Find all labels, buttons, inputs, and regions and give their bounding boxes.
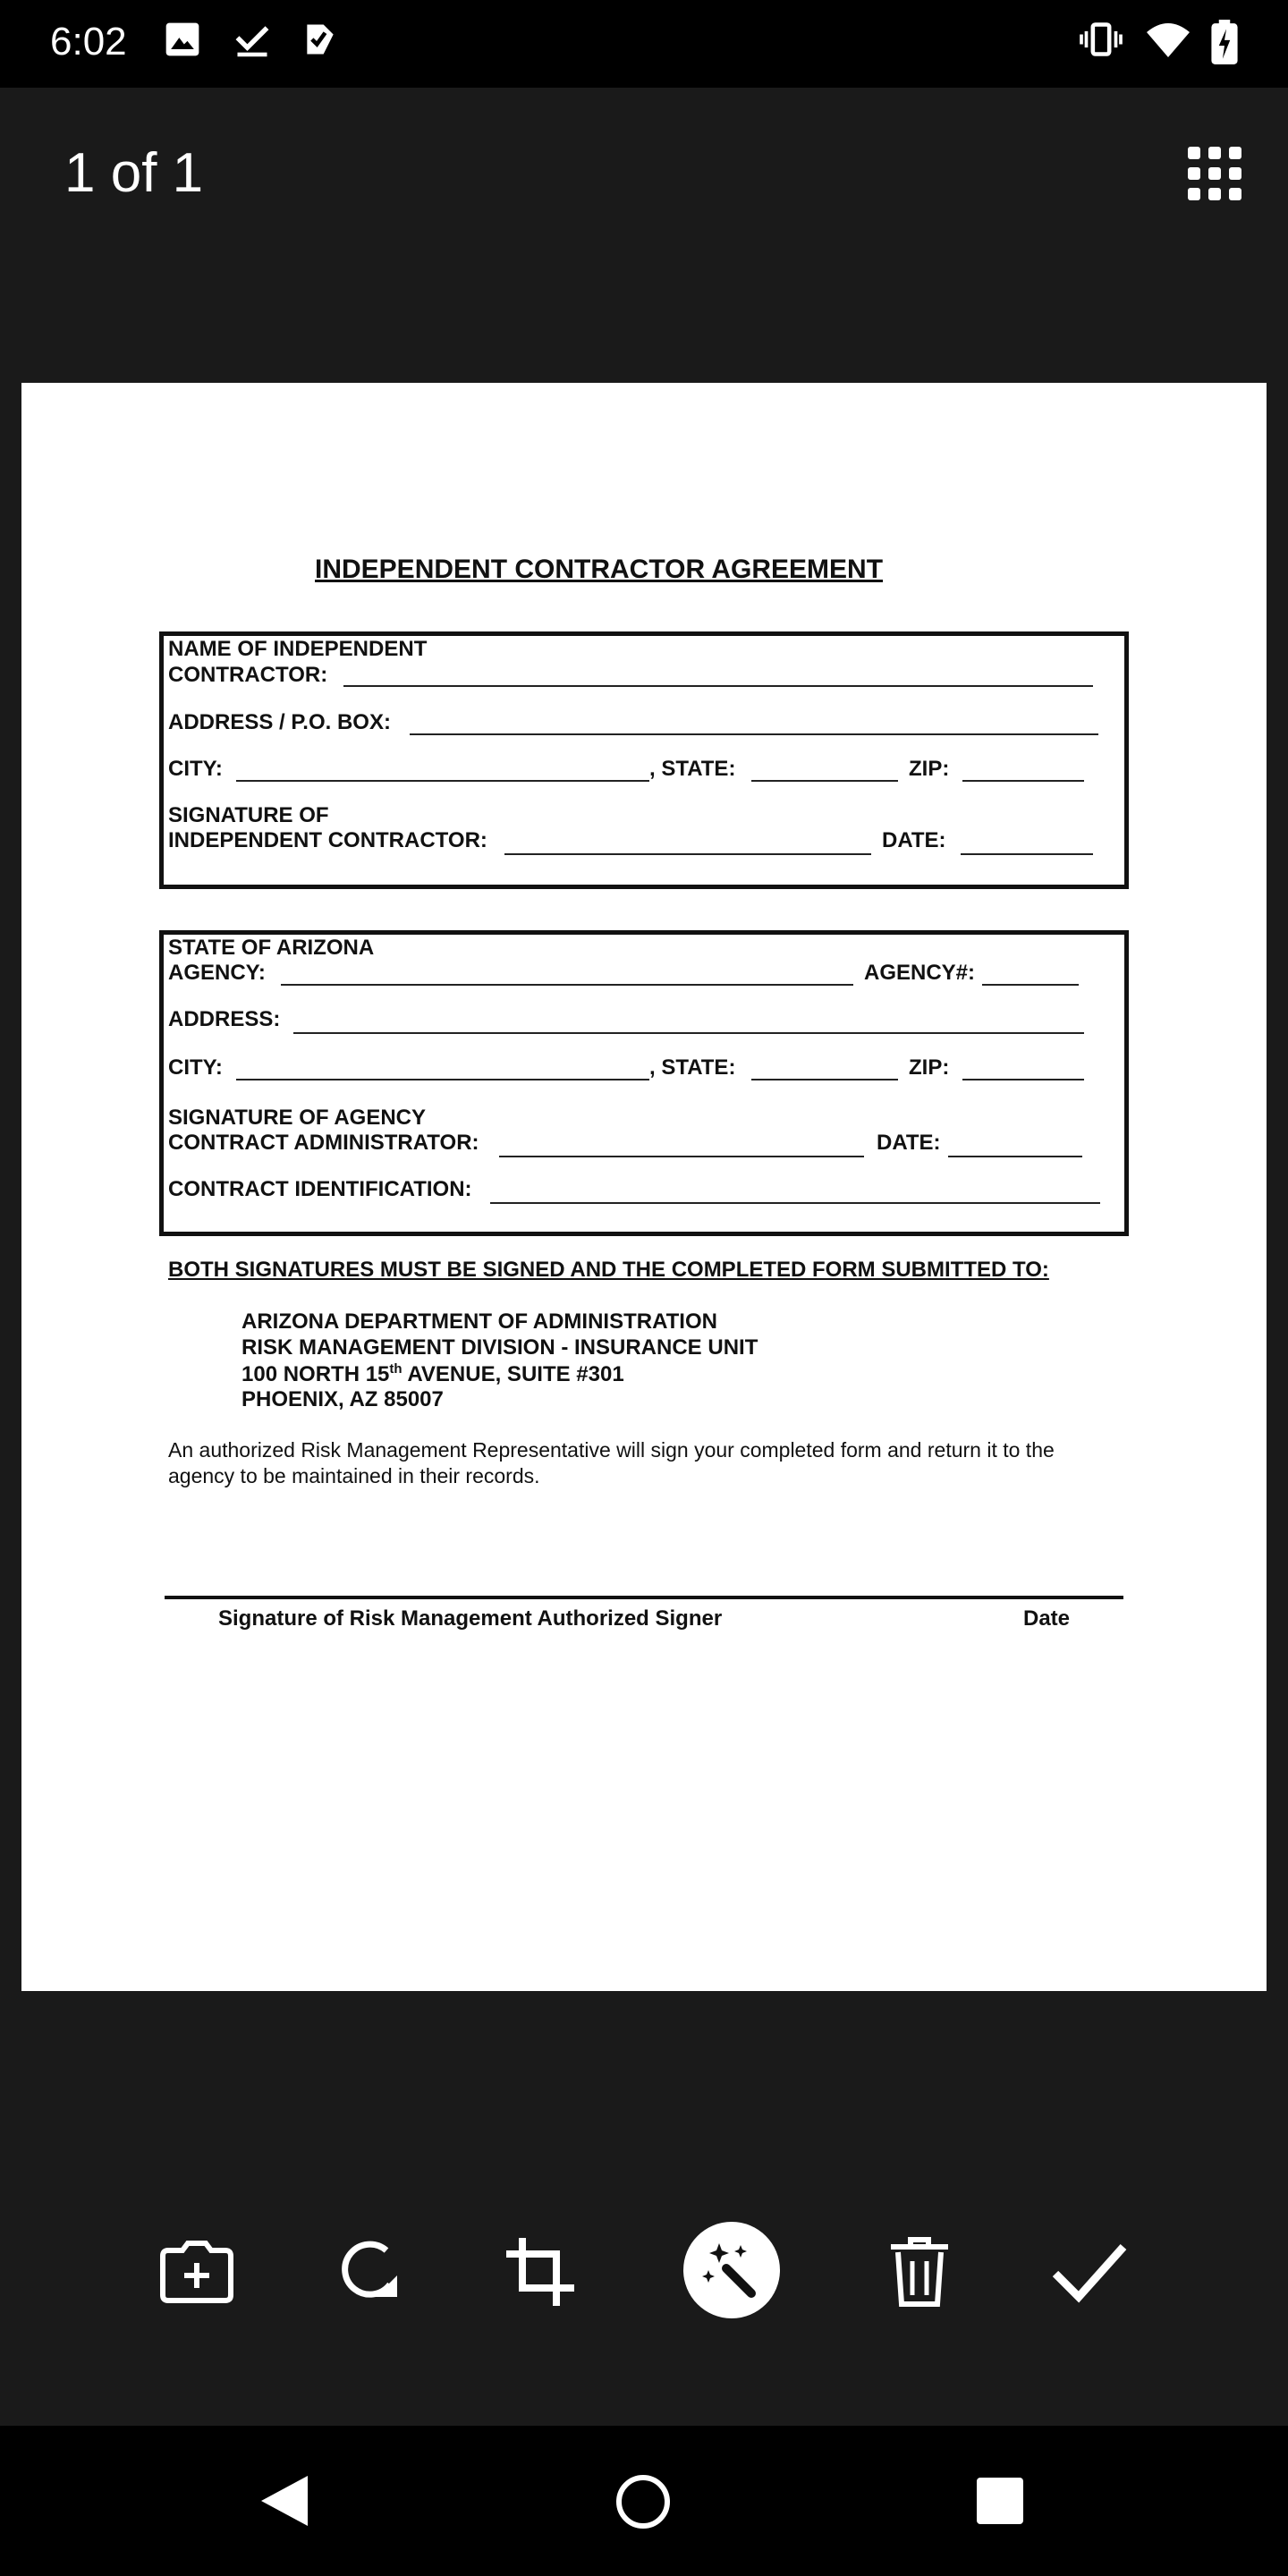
status-time: 6:02	[50, 20, 127, 64]
date-field-line	[961, 853, 1093, 855]
city-field-line	[236, 780, 649, 782]
rotate-button[interactable]	[324, 2227, 413, 2317]
agency-state-label: , STATE:	[649, 1055, 736, 1080]
agency-state-field-line	[751, 1079, 898, 1080]
grid-view-button[interactable]	[1186, 145, 1243, 202]
vibrate-icon	[1079, 20, 1125, 66]
address-street-number: 100 NORTH 15	[242, 1362, 390, 1386]
contract-id-field-line	[490, 1202, 1100, 1204]
contract-id-label: CONTRACT IDENTIFICATION:	[168, 1177, 472, 1201]
agency-field-line	[281, 984, 853, 986]
recents-icon	[975, 2476, 1025, 2526]
name-label-1: NAME OF INDEPENDENT	[168, 637, 428, 661]
address-field-line	[410, 733, 1098, 735]
address-ordinal-suffix: th	[389, 1361, 402, 1377]
wifi-icon	[1145, 20, 1191, 66]
crop-button[interactable]	[496, 2227, 585, 2317]
signature-label-2: INDEPENDENT CONTRACTOR:	[168, 828, 487, 852]
crop-icon	[503, 2234, 578, 2309]
note-line-1: An authorized Risk Management Representative will sign your completed form and return it to the	[168, 1438, 1055, 1462]
add-photo-icon	[159, 2240, 234, 2304]
delete-icon	[887, 2234, 952, 2309]
delete-button[interactable]	[875, 2227, 964, 2317]
agency-signature-label-1: SIGNATURE OF AGENCY	[168, 1106, 427, 1130]
signature-field-line	[504, 853, 871, 855]
zip-field-line	[962, 780, 1084, 782]
grid-icon	[1186, 145, 1243, 202]
auto-enhance-icon	[699, 2238, 764, 2302]
signature-label-1: SIGNATURE OF	[168, 803, 329, 827]
submission-instruction: BOTH SIGNATURES MUST BE SIGNED AND THE COMPLETED FORM SUBMITTED TO:	[168, 1258, 1049, 1282]
agency-address-field-line	[293, 1032, 1084, 1034]
agency-address-label: ADDRESS:	[168, 1007, 281, 1031]
state-of-arizona-label: STATE OF ARIZONA	[168, 936, 375, 960]
task-icon	[301, 20, 347, 66]
status-bar	[0, 0, 1288, 88]
agency-zip-field-line	[962, 1079, 1084, 1080]
back-icon	[256, 2472, 313, 2529]
page-counter: 1 of 1	[64, 142, 204, 204]
note-line-2: agency to be maintained in their records.	[168, 1464, 540, 1487]
authorized-signer-label: Signature of Risk Management Authorized Signer	[218, 1606, 723, 1631]
agency-city-label: CITY:	[168, 1055, 223, 1080]
agency-label: AGENCY:	[168, 961, 266, 985]
city-label: CITY:	[168, 757, 223, 781]
authorized-signature-line	[165, 1596, 1123, 1599]
name-label-2: CONTRACTOR:	[168, 663, 328, 687]
auto-enhance-button[interactable]	[683, 2222, 780, 2318]
done-icon	[1050, 2240, 1129, 2304]
agency-date-field-line	[948, 1156, 1082, 1157]
address-line-2: RISK MANAGEMENT DIVISION - INSURANCE UNIT	[242, 1335, 758, 1360]
authorized-date-label: Date	[1023, 1606, 1071, 1631]
rotate-icon	[331, 2234, 406, 2309]
back-button[interactable]	[256, 2472, 313, 2529]
state-field-line	[751, 780, 898, 782]
add-page-button[interactable]	[152, 2227, 242, 2317]
address-line-3	[242, 1361, 624, 1387]
address-label: ADDRESS / P.O. BOX:	[168, 710, 391, 734]
recents-button[interactable]	[975, 2476, 1025, 2526]
name-field-line	[343, 685, 1093, 687]
date-label: DATE:	[882, 828, 946, 852]
address-street-rest: AVENUE, SUITE #301	[402, 1362, 624, 1386]
document-title: INDEPENDENT CONTRACTOR AGREEMENT	[315, 555, 884, 584]
agency-signature-field-line	[499, 1156, 864, 1157]
home-button[interactable]	[614, 2472, 673, 2531]
system-navigation-bar	[0, 2426, 1288, 2576]
state-label: , STATE:	[649, 757, 736, 781]
agency-date-label: DATE:	[877, 1131, 941, 1155]
address-line-1: ARIZONA DEPARTMENT OF ADMINISTRATION	[242, 1309, 717, 1334]
address-line-4: PHOENIX, AZ 85007	[242, 1387, 444, 1411]
check-download-icon	[233, 20, 279, 66]
agency-number-label: AGENCY#:	[864, 961, 976, 985]
battery-charging-icon	[1211, 20, 1258, 66]
agency-zip-label: ZIP:	[909, 1055, 950, 1080]
home-icon	[614, 2472, 673, 2531]
zip-label: ZIP:	[909, 757, 950, 781]
agency-number-field-line	[982, 984, 1079, 986]
done-button[interactable]	[1045, 2227, 1134, 2317]
image-icon	[163, 20, 209, 66]
agency-city-field-line	[236, 1079, 649, 1080]
agency-signature-label-2: CONTRACT ADMINISTRATOR:	[168, 1131, 479, 1155]
scanned-document-page	[21, 383, 1267, 1991]
